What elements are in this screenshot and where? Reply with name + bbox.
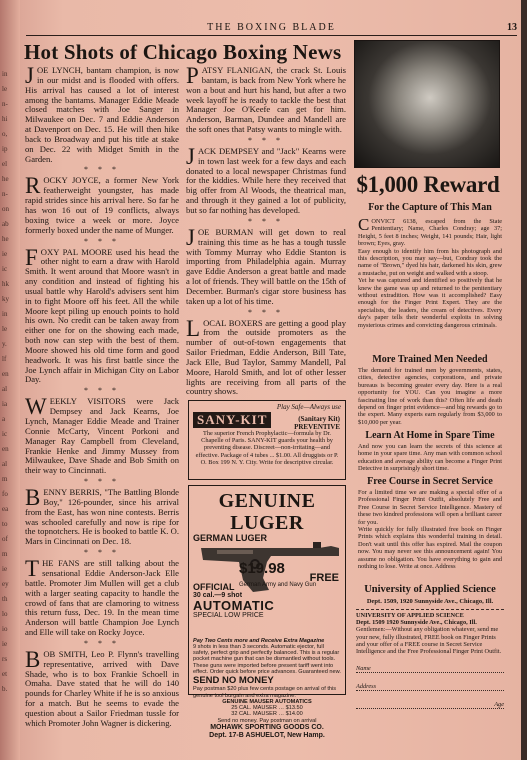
paragraph-text: ACK DEMPSEY and "Jack" Kearns were in town last week for a few days and each donated to a local newspaper Christmas fund for the kiddies. While here they received that big offer from Al Woods, the theatrical man, and through it they gained a lot of publicity, but so far nothing has developed.: [186, 145, 346, 215]
section-divider: * * *: [84, 165, 120, 175]
luger-pay: Pay Two Cents more and Receive Extra Magazine: [193, 637, 325, 644]
free-course-text: [358, 489, 502, 570]
section-divider: * * *: [84, 386, 120, 396]
spine-fragment: y.: [2, 340, 7, 348]
luger-title: GENUINE LUGER: [218, 490, 316, 534]
paragraph-text: OE BURMAN will get down to real training this time as he has a tough tussle with Tommy Murray who Eddie Stanton is importing from Philadelphia again. Murray gave Eddie Anderson a great battle and made a lot of friends. They will battle on the 15th of December. Burman's cigar store business has taken up a lot of his time.: [186, 226, 346, 306]
article-paragraph: [25, 646, 179, 729]
drop-cap: J: [186, 143, 195, 169]
spine-fragment: le: [2, 325, 8, 333]
article-paragraph: [25, 173, 179, 235]
luger-send: SEND NO MONEY: [193, 675, 274, 687]
school-address: Dept. 1509, 1920 Sunnyside Ave., Chicago, Ill.: [366, 598, 494, 605]
section-divider: * * *: [84, 548, 120, 558]
article-paragraph: [25, 63, 179, 164]
spine-fragment: ia: [2, 400, 8, 408]
coupon-name-field[interactable]: [356, 665, 504, 673]
article-paragraph: [25, 556, 179, 638]
drop-cap: B: [25, 646, 41, 672]
sanykit-body: The superior French Prophylactic—formula by Dr. Chapelle of Paris. SANY-KIT guards your health by preventing disease. Discreet—non-irritating—and effective. Package of 4 tubes ... $1.00. All druggists or P. O. Box 199 N. Y. City. Write for descriptive circular.: [195, 430, 339, 466]
spine-fragment: on: [2, 205, 9, 213]
luger-official: OFFICIAL: [193, 582, 235, 592]
luger-ad: [188, 485, 346, 740]
section-divider: * * *: [84, 638, 120, 648]
article-column-b: [186, 63, 346, 398]
spine-fragment: fo: [2, 490, 8, 498]
paragraph-text: OXY PAL MOORE used his head the other night to earn a draw with Harold Smith. It went around that Moore wasn't in any condition and instead of fighting his usual battle why Harold's advisers sent him in to fight Moore off his feet. All the while Moore kept piling up enouch points to hold his own. No credit can be taken away from either one for on the showing each made, both now can step with the best of them. Moore showed his old time form and good headwork. It was his first battle since the Joe Lynch affair in Michigan City on Labor Day.: [25, 246, 179, 385]
drop-cap: R: [25, 173, 41, 199]
luger-mauser-2: 32 CAL. MAUSER … $14.00: [231, 711, 303, 718]
luger-caliber: 30 cal.—9 shot: [193, 592, 243, 599]
spine-fragment: he: [2, 175, 9, 183]
spine-fragment: in: [2, 70, 8, 78]
paragraph-text: ENNY BERRIS, "The Battling Blonde Boy," 126-pounder, since his arrival from the East, has won nine contests. Berris was schooled carefully and now is ripe for the topnotchers. He is booked to battle K. O. Mars in Cincinnati on Dec. 18.: [25, 487, 179, 547]
sanykit-logo: SANY-KIT: [193, 412, 271, 428]
article-paragraph: [25, 485, 179, 547]
more-trained-heading: More Trained Men Needed: [372, 354, 488, 365]
spine-fragment: ea: [2, 505, 9, 513]
spine-fragment: b.: [2, 685, 8, 693]
spine-fragment: n-: [2, 100, 8, 108]
luger-mauser-1: 25 CAL. MAUSER … $13.50: [231, 705, 303, 712]
section-divider: * * *: [84, 477, 120, 487]
drop-cap: J: [25, 63, 34, 88]
spine-fragment: io: [2, 625, 8, 633]
spine-fragment: th: [2, 595, 8, 603]
luger-mauser-title: GENUINE MAUSER AUTOMATICS: [222, 698, 312, 705]
page-number: 13: [507, 22, 517, 33]
learn-home-text: And now you can learn the secrets of this science at home in your spare time. Any man with common school education and average ability can become a Finger Print Detective in surprisingly short time.: [358, 443, 502, 473]
free-course-text-1: For a limited time we are making a special offer of a Professional Finger Print Outfit, absolutely Free and Free Course in Secret Service Intelligence. Mastery of these two kindred professions will open a brilliant career for you.: [358, 489, 502, 526]
article-headline: Hot Shots of Chicago Boxing News: [24, 40, 342, 64]
spine-fragment: ie: [2, 565, 8, 573]
drop-cap: B: [25, 485, 41, 511]
more-trained-text: The demand for trained men by governments, states, cities, detective agencies, corporations, and private bureaus is becoming greater every day. Here is a real opportunity for YOU. Can you imagine a more fascinating line of work than this? Often life and death depend on finger print evidence—and big rewards go to the expert. Many experts earn regularly from $3,000 to $10,000 per year.: [358, 367, 502, 426]
spine-fragment: lo: [2, 610, 8, 618]
reward-drop-cap: C: [358, 215, 370, 234]
sanykit-side-label: (Sanitary Kit): [298, 415, 340, 423]
paragraph-text: OB SMITH, Leo P. Flynn's travelling representative, arrived with Dave Shade, who is to box Frankie Schoell in Omaha. Dave stated that he will do 140 pounds for Charley White if he is so anxious for a match. But he seems to evade the question about a Sailor Friedman tussle for which Promoter John Wagner is dickering.: [25, 648, 179, 728]
drop-cap: F: [25, 244, 38, 270]
free-course-text-2: Write quickly for fully illustrated free book on Finger Prints which explains this wonderful training in detail. Don't wait until this offer has expired. Mail the coupon now. You may never see this announcement again! You assume no obligation. You have everything to gain and nothing to lose. Write at once. Address: [358, 526, 502, 571]
coupon-address-label: Address: [356, 683, 377, 691]
spine-fragment: al: [2, 385, 8, 393]
spine-fragment: in: [2, 310, 8, 318]
luger-company: MOHAWK SPORTING GOODS CO.: [210, 724, 324, 732]
sanykit-side-word: PREVENTIVE: [294, 423, 340, 431]
reward-description: [358, 215, 502, 329]
paragraph-text: ATSY FLANIGAN, the crack St. Louis bantam, is back from New York where he won a bout and hurt his hand, but after a two week layoff he is ready to tackle the best that Manager Joe O'Keefe can get for him. Anderson, Barman, Dundee and Mandell are the soft ones that Patsy wants to mingle with.: [186, 65, 346, 135]
spine-fragment: ie: [2, 640, 8, 648]
paragraph-text: OCAL BOXERS are getting a good play from the outside promoters as the number of out-of-town engagements that Sailor Friedman, Eddie Anderson, Bill Tate, Jack Elle, Bud Taylor, Sammy Mandell, Pal Moore, Harold Smith, and lot of other lesser lights are receiving from all parts of the country shows.: [186, 317, 346, 397]
spine-fragment: en: [2, 445, 9, 453]
luger-army: German Army and Navy Gun: [239, 582, 317, 588]
convict-photo: [354, 40, 500, 168]
spine-fragment: en: [2, 370, 9, 378]
section-divider: * * *: [84, 236, 120, 246]
reward-subhead: For the Capture of This Man: [368, 202, 492, 213]
running-head-title: THE BOXING BLADE: [207, 22, 336, 33]
spine-fragment: ic: [2, 265, 8, 273]
sanykit-side: [294, 415, 340, 431]
coupon-cut-line: [356, 609, 504, 610]
luger-subtitle: GERMAN LUGER: [193, 533, 267, 543]
drop-cap: W: [25, 394, 47, 420]
article-paragraph: [186, 224, 346, 307]
spine-fragment: to: [2, 520, 8, 528]
spine-fragment: he: [2, 235, 9, 243]
paragraph-text: HE FANS are still talking about the sensational Eddie Anderson-Jack Elle battle. Promoter Jim Mullen will get a club with a larger seating capacity to handle the crowd of fans that are clamoring to witness this return fuss, Dec. 19. In the mean time Anderson will battle Champion Joe Lynch and Elle will take on Rocky Joyce.: [25, 558, 179, 638]
spine-fragment: lf: [2, 355, 7, 363]
spine-fragment: o,: [2, 130, 8, 138]
luger-automatic: AUTOMATIC: [193, 598, 275, 613]
spine-fragment: of: [2, 535, 8, 543]
spine-fragment: m: [2, 475, 8, 483]
spine-fragment: m: [2, 550, 8, 558]
coupon-title: UNIVERSITY OF APPLIED SCIENCE: [356, 612, 464, 619]
drop-cap: J: [186, 224, 195, 250]
left-page-edge: [0, 0, 20, 760]
spine-fragment: n-: [2, 190, 8, 198]
paragraph-text: OCKY JOYCE, a former New York featherweight youngster, has made rapid strides since his arrival here. So far he has won 16 out of 19 conflicts, always boxing twice a week or more. Joyce formerly boxed under the name of Munger.: [25, 175, 179, 235]
coupon-age-label: Age: [494, 701, 504, 709]
spine-fragment: a: [2, 415, 6, 423]
coupon-body: Gentlemen:—Without any obligation whatever, send me your new, fully illustrated, FREE book on Finger Prints and your offer of a FREE course in Secret Service Intelligence and the Free Professional Finger Print Outfit.: [356, 626, 502, 656]
luger-send-detail: Pay postman $20 plus few cents postage on arrival of this genuine tool burgain and extra magazine.: [193, 686, 337, 699]
reward-headline: $1,000 Reward: [356, 172, 500, 197]
luger-body: 9 shots in less than 3 seconds. Automatic ejector, full safety, perfect grip and perfectly balanced. This is a regular pocket machine gun that can be dismantled without tools. These guns were imported before present tariff went into effect. Order quick before price advances. Guaranteed new.: [193, 643, 341, 675]
right-page-edge: [521, 0, 527, 760]
spine-fragment: al: [2, 460, 8, 468]
coupon-address-field[interactable]: [356, 683, 504, 691]
drop-cap: T: [25, 556, 40, 582]
drop-cap: P: [186, 63, 199, 88]
coupon-name-label: Name: [356, 665, 371, 673]
sanykit-ad: [188, 400, 346, 480]
spine-fragment: ey: [2, 580, 9, 588]
paragraph-text: OE LYNCH, bantam champion, is now in our midst and is flooded with offers. His arrival has caused a lot of interest among the bantams. Manager Eddie Meade closed matches with Joe Sanger in Milwaukee on Dec. 7 and Eddie Anderson at Davenport on Dec. 15. He will then hike back to Broadway and put his title at stake on Dec. 22 with Midget Smith in the Garden.: [25, 65, 179, 164]
spine-fragment: ic: [2, 430, 8, 438]
spine-fragment: et: [2, 670, 8, 678]
spine-fragment: ip: [2, 145, 8, 153]
article-paragraph: [186, 63, 346, 135]
article-paragraph: [186, 143, 346, 216]
spine-fragment: el: [2, 160, 8, 168]
luger-address: Dept. 17-B ASHUELOT, New Hamp.: [209, 732, 325, 740]
free-course-heading: Free Course in Secret Service: [367, 476, 493, 487]
spine-fragment: rs: [2, 655, 8, 663]
spine-fragment: ie: [2, 250, 8, 258]
drop-cap: L: [186, 315, 201, 341]
reward-description-text: ONVICT 6138, escaped from the State Penitentiary; Name, Charles Condray; age 37; Height, 5 feet 8 inches; Weight, 141 pounds; Hair, light brown; Eyes, gray.: [358, 218, 502, 248]
article-paragraph: [25, 394, 179, 476]
mail-coupon: [356, 612, 504, 709]
spine-fragment: ab: [2, 220, 9, 228]
article-paragraph: [186, 315, 346, 398]
section-divider: * * *: [248, 135, 284, 145]
spine-fragment: hi: [2, 115, 8, 123]
paragraph-text: EEKLY VISITORS were Jack Dempsey and Jack Kearns, Joe Lynch, Manager Eddie Meade and Trainer Connie McCarty, Vincent Porkoni and Manager Ray Campbell from Cleveland, Frankie Henke and Jimmy Mussey from Milwaukee, Dave Shade and Bob Smith on their way to Cincinnati.: [25, 396, 179, 476]
sanykit-tagline: Play Safe—Always use: [276, 403, 341, 411]
spine-fragment: hk: [2, 280, 9, 288]
running-head: [26, 22, 517, 36]
article-paragraph: [25, 244, 179, 386]
section-divider: * * *: [248, 307, 284, 317]
article-column-a: [25, 63, 179, 730]
luger-price: $19.98: [239, 560, 285, 577]
school-name: University of Applied Science: [364, 584, 496, 595]
learn-home-heading: Learn At Home in Spare Time: [365, 430, 495, 441]
luger-free: FREE: [309, 572, 339, 584]
spine-fragment: le: [2, 85, 8, 93]
luger-special: SPECIAL LOW PRICE: [193, 612, 264, 619]
reward-paragraph-3: Yet he was captured and identified so positively that he knew the game was up and returned to the penitentiary without extradition. How was it accomplished? Easy enough for the Finger Print Expert. They are the specialists, the leaders, the cream of detectives. Every day's paper tells their wonderful exploits in solving mysterious crimes and convicting dangerous criminals.: [358, 277, 502, 329]
luger-lower: [193, 638, 341, 741]
luger-mauser-note: Send no money. Pay postman on arrival: [217, 717, 317, 724]
reward-paragraph-2: Easy enough to identify him from his photograph and this description, you may say—but, Condray took the name of "Brown," dyed his hair, darkened his skin, grew a mustache, put on weight and walked with a stoop.: [358, 247, 502, 277]
section-divider: * * *: [248, 216, 284, 226]
coupon-dept: Dept. 1509 1920 Sunnyside Ave., Chicago, Ill.: [356, 619, 477, 627]
spine-fragment: ky: [2, 295, 9, 303]
coupon-age-field[interactable]: [356, 701, 504, 709]
